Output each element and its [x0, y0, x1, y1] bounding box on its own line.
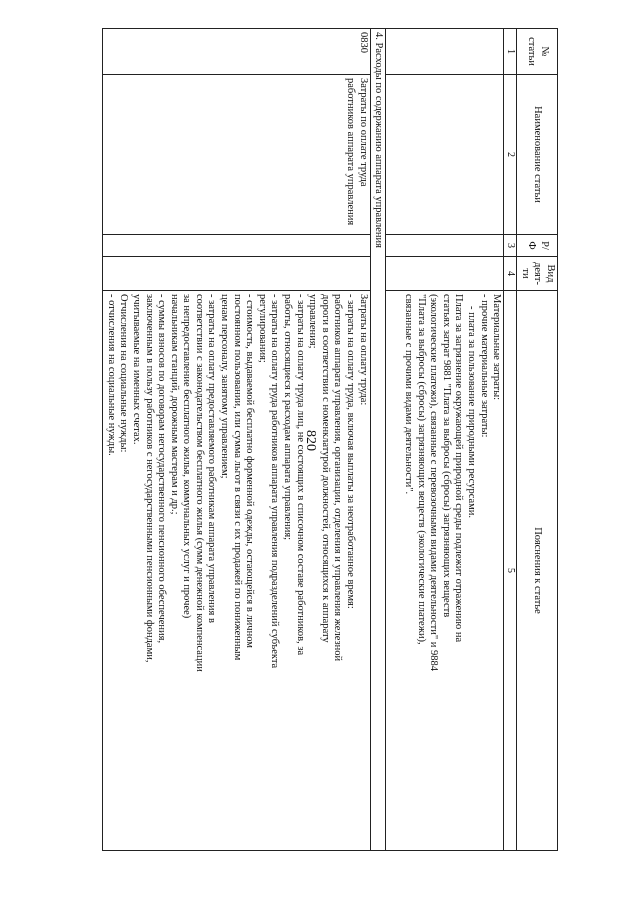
rotated-table-container	[105, 28, 558, 850]
cell-name	[386, 75, 504, 235]
cell-rf	[386, 235, 504, 257]
explanation-line: - суммы взносов по договорам негосударственного пенсионного обеспечения,	[156, 294, 168, 644]
explanation-line: - прочие материальные затраты:	[478, 294, 490, 438]
cell-vid	[103, 257, 370, 291]
header-article-number: № статьи	[517, 29, 558, 75]
column-number-4: 4	[504, 257, 517, 291]
explanation-line: учитываемые на именных счетах.	[130, 294, 142, 445]
explanation-line: Плата за загрязнение окружающей природной среды подлежит отражению на	[453, 294, 465, 643]
explanation-line: управления;	[307, 294, 319, 349]
explanation-line: ценам персоналу, занятому управлением;	[219, 294, 231, 479]
explanation-line: Отчисления на социальные нужды:	[118, 294, 130, 453]
explanation-line: - стоимость, выдаваемой бесплатно форменной одежды, остающейся в личном	[244, 294, 256, 648]
cell-rf	[103, 235, 370, 257]
table-row-materials	[386, 29, 504, 851]
explanation-line: - затраты на оплату труда работников аппарата управления подразделений субъекта	[269, 294, 281, 669]
cell-explanation	[386, 291, 504, 851]
explanation-line: связанные с прочими видами деятельности".	[403, 294, 415, 495]
explanation-line: работников аппарата управления, организации, отделения и управления железной	[332, 294, 344, 662]
explanation-line: регулирования;	[256, 294, 268, 363]
section-title: 4. Расходы по содержанию аппарата управления	[370, 29, 386, 851]
column-number-3: 3	[504, 235, 517, 257]
explanation-line: постоянном пользовании, или сумма льгот в связи с их продажей по пониженным	[231, 294, 243, 661]
cell-explanation	[103, 291, 370, 851]
explanation-line: "Плата за выбросы (сбросы) загрязняющих веществ (экологические платежи),	[415, 294, 427, 645]
explanation-line: работы, относящиеся к расходам аппарата управления;	[282, 294, 294, 541]
header-explanation: Пояснения к статье	[517, 291, 558, 851]
article-table	[102, 28, 558, 851]
explanation-line: заключенным в пользу работников с негосударственными пенсионными фондами,	[143, 294, 155, 663]
explanation-line: Затраты на оплату труда:	[357, 294, 369, 406]
explanation-line: - затраты на оплату труда лиц, не состоящих в списочном составе работников, за	[294, 294, 306, 656]
table-row-0830	[103, 29, 370, 851]
explanation-line: за непредоставление бесплатного жилья, коммунальных услуг и прочее)	[181, 294, 193, 619]
cell-name: Затраты по оплате труда работников аппарата управления	[103, 75, 370, 235]
explanation-line: начальникам станций, дорожным мастерам и др.;	[168, 294, 180, 515]
explanation-line: соответствии с законодательством бесплатного жилья (сумм денежной компенсации	[193, 294, 205, 672]
header-activity-type: Вид деят-ти	[517, 257, 558, 291]
explanation-line: дороги в соответствии с номенклатурой должностей, относящихся к аппарату	[319, 294, 331, 643]
explanation-line: - затраты на оплату предоставляемого работникам аппарата управления в	[206, 294, 218, 623]
header-rf: Р/ Ф	[517, 235, 558, 257]
explanation-line: - затраты на оплату труда, включая выплаты за неотработанное время:	[345, 294, 357, 609]
explanation-line: - плата за пользование природными ресурсами.	[466, 306, 478, 519]
explanation-line: - отчисления на социальные нужды.	[105, 294, 117, 456]
explanation-line: (экологические платежи), связанные с перевозочными видами деятельности" и 9884	[428, 294, 440, 672]
cell-code	[386, 29, 504, 75]
cell-code: 0830	[103, 29, 370, 75]
section-row	[370, 29, 386, 851]
cell-vid	[386, 257, 504, 291]
column-number-5: 5	[504, 291, 517, 851]
explanation-line: статьях затрат 9881 "Плата за выбросы (сбросы) загрязняющих веществ	[440, 294, 452, 618]
explanation-line: Материальные затраты:	[491, 294, 503, 401]
column-number-2: 2	[504, 75, 517, 235]
page-number: 820	[303, 430, 318, 451]
header-article-name: Наименование статьи	[517, 75, 558, 235]
column-number-1: 1	[504, 29, 517, 75]
